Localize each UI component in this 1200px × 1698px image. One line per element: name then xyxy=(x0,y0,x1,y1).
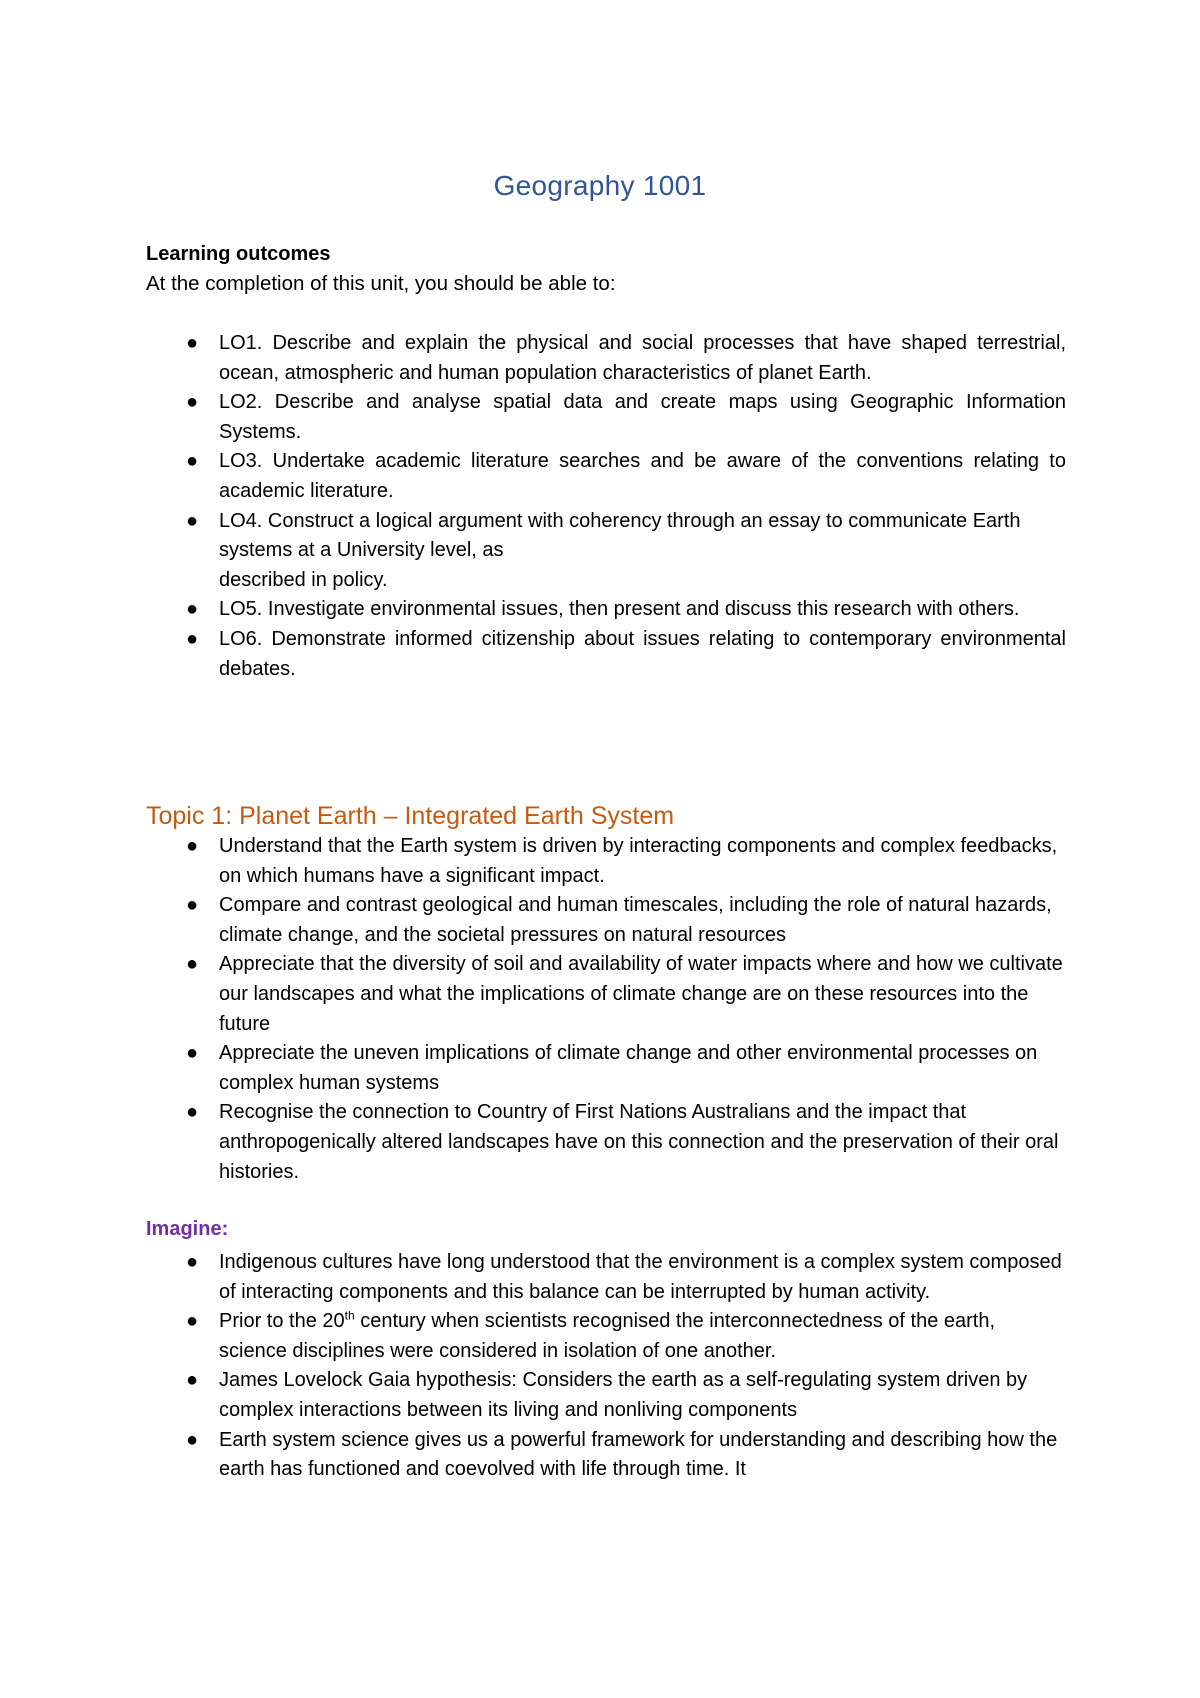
bullet-dot-icon: ● xyxy=(186,1101,199,1124)
bullet-dot-icon: ● xyxy=(186,627,199,650)
topic-1-heading: Topic 1: Planet Earth – Integrated Earth System xyxy=(146,802,675,830)
imagine-heading: Imagine: xyxy=(146,1218,229,1240)
list-item-text: James Lovelock Gaia hypothesis: Considers the earth as a self-regulating system driven by complex interactions between its living and nonliving components xyxy=(219,1369,1028,1421)
list-item-text: LO2. Describe and analyse spatial data and create maps using Geographic Information Systems. xyxy=(219,391,1066,443)
list-item xyxy=(146,447,1066,506)
list-item xyxy=(146,1248,1066,1307)
bullet-dot-icon: ● xyxy=(186,1251,199,1273)
list-item xyxy=(146,1039,1066,1098)
list-item-text-continued: described in policy. xyxy=(219,568,388,591)
list-item-text: Recognise the connection to Country of First Nations Australians and the impact that anthropogenically altered landscapes have on this connection and the preservation of their oral histories. xyxy=(219,1101,1059,1183)
list-item-text: LO3. Undertake academic literature searches and be aware of the conventions relating to academic literature. xyxy=(219,450,1066,502)
imagine-list xyxy=(146,1248,1066,1485)
bullet-dot-icon: ● xyxy=(186,835,199,857)
list-item xyxy=(146,950,1066,1039)
list-item-text: Compare and contrast geological and human timescales, including the role of natural hazards, climate change, and the societal pressures on natural resources xyxy=(219,894,1052,946)
list-item xyxy=(146,891,1066,950)
learning-outcomes-heading: Learning outcomes xyxy=(146,243,331,265)
topic-1-list xyxy=(146,832,1066,1187)
list-item-text-pre: Prior to the 20 xyxy=(219,1310,345,1333)
list-item-text-post: century when scientists recognised the interconnectedness of the earth, science disciplines were considered in isolation of one another. xyxy=(219,1310,996,1362)
list-item-text xyxy=(219,1310,995,1362)
superscript-ordinal: th xyxy=(344,1308,355,1323)
list-item xyxy=(146,832,1066,891)
bullet-dot-icon: ● xyxy=(186,894,199,917)
bullet-dot-icon: ● xyxy=(186,598,199,621)
learning-outcomes-list xyxy=(146,329,1066,684)
list-item xyxy=(146,388,1066,447)
bullet-dot-icon: ● xyxy=(186,1042,199,1065)
list-item xyxy=(146,1098,1066,1187)
bullet-dot-icon: ● xyxy=(186,1428,199,1451)
learning-outcomes-intro: At the completion of this unit, you should be able to: xyxy=(146,272,616,295)
list-item-text: LO6. Demonstrate informed citizenship about issues relating to contemporary environmental debates. xyxy=(219,627,1066,680)
bullet-dot-icon: ● xyxy=(186,1369,199,1392)
list-item-text: Earth system science gives us a powerful framework for understanding and describing how the earth has functioned and coevolved with life through time. It xyxy=(219,1428,1058,1481)
list-item xyxy=(146,507,1066,596)
list-item xyxy=(146,1307,1066,1366)
list-item xyxy=(146,1426,1066,1485)
list-item-text: Indigenous cultures have long understood that the environment is a complex system composed of interacting components and this balance can be interrupted by human activity. xyxy=(219,1251,1062,1303)
list-item-text: Appreciate that the diversity of soil and availability of water impacts where and how we cultivate our landscapes and what the implications of climate change are on these resources into the future xyxy=(219,953,1063,1035)
list-item-text: LO5. Investigate environmental issues, then present and discuss this research with others. xyxy=(219,598,1020,621)
bullet-dot-icon: ● xyxy=(186,1310,199,1333)
list-item xyxy=(146,595,1066,625)
bullet-dot-icon: ● xyxy=(186,332,199,354)
document-title: Geography 1001 xyxy=(493,170,707,201)
list-item-text: LO1. Describe and explain the physical and social processes that have shaped terrestrial, ocean, atmospheric and human population characteristics of planet Earth. xyxy=(219,332,1066,384)
bullet-dot-icon: ● xyxy=(186,509,199,532)
list-item-text: Understand that the Earth system is driven by interacting components and complex feedbacks, on which humans have a significant impact. xyxy=(219,835,1058,887)
list-item-text: Appreciate the uneven implications of climate change and other environmental processes on complex human systems xyxy=(219,1042,1038,1094)
bullet-dot-icon: ● xyxy=(186,953,199,976)
list-item xyxy=(146,1366,1066,1425)
bullet-dot-icon: ● xyxy=(186,391,199,414)
list-item xyxy=(146,625,1066,684)
list-item xyxy=(146,329,1066,388)
list-item-text: LO4. Construct a logical argument with coherency through an essay to communicate Earth systems at a University level, as xyxy=(219,509,1021,562)
bullet-dot-icon: ● xyxy=(186,450,199,473)
